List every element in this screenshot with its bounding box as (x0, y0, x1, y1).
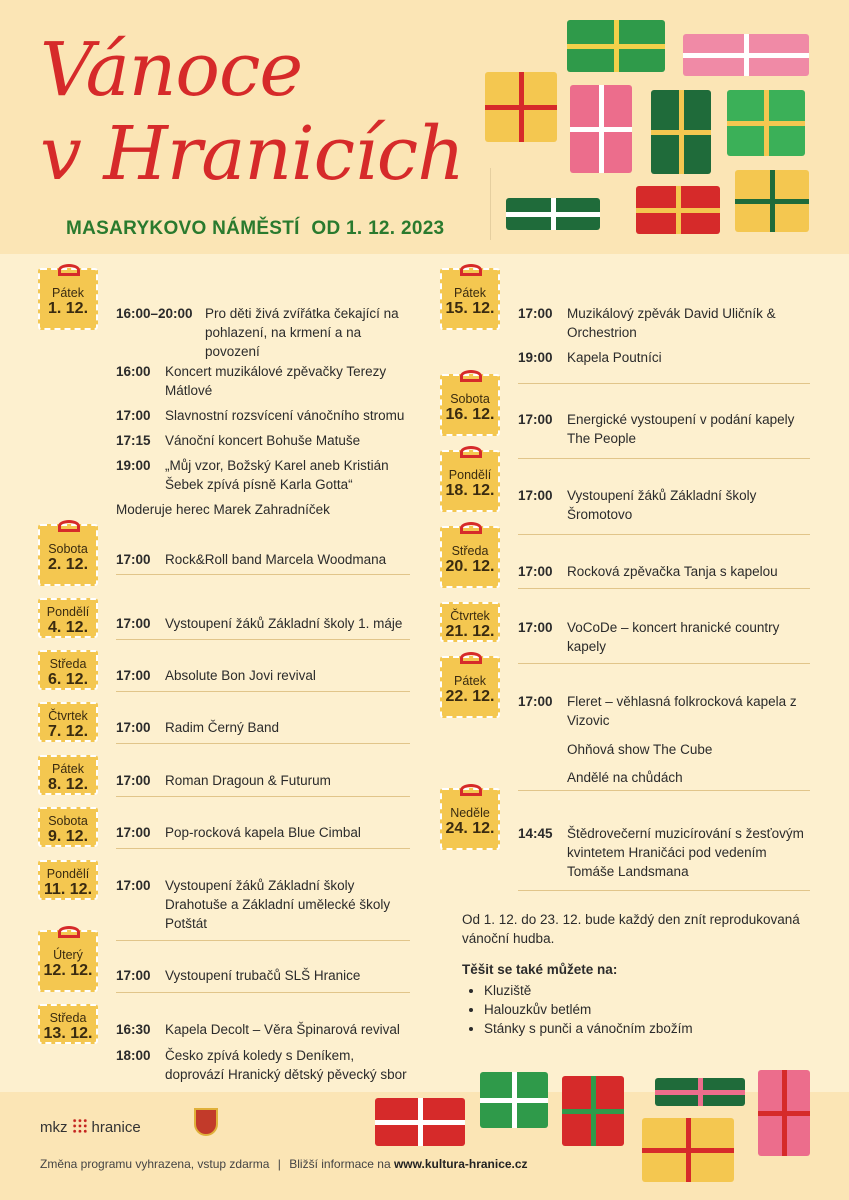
date-label: 18. 12. (445, 482, 495, 499)
event-title: Absolute Bon Jovi revival (165, 668, 316, 683)
event-time: 19:00 (116, 458, 151, 473)
header-divider (490, 168, 491, 240)
ribbon (567, 44, 665, 49)
ribbon-bow-icon (460, 264, 482, 276)
separator-line (116, 574, 410, 575)
date-label: 12. 12. (43, 962, 93, 979)
event-title: Česko zpívá koledy s Deníkem, doprovází Hranický dětský pěvecký sbor (165, 1048, 407, 1082)
page-title (40, 28, 464, 196)
date-label: 21. 12. (445, 623, 495, 640)
weekday-label: Čtvrtek (48, 709, 88, 723)
ribbon (683, 53, 809, 58)
weekday-label: Středa (49, 657, 87, 671)
date-label: 15. 12. (445, 300, 495, 317)
mkz-logo[interactable] (40, 1118, 141, 1136)
gift-box-icon (642, 1118, 734, 1182)
ribbon (485, 105, 557, 110)
weekday-label: Sobota (450, 392, 490, 406)
logo-mkz-text: mkz (40, 1119, 68, 1136)
moderator-note: Moderuje herec Marek Zahradníček (116, 502, 330, 517)
date-label: 7. 12. (47, 723, 89, 740)
logo-hranice-text: hranice (91, 1119, 141, 1136)
also-title: Těšit se také můžete na: (462, 962, 618, 977)
date-label: 4. 12. (47, 619, 89, 636)
date-label: 9. 12. (47, 828, 89, 845)
gift-box-icon (567, 20, 665, 72)
gift-box-icon (636, 186, 720, 234)
weekday-label: Pátek (52, 762, 84, 776)
weekday-label: Úterý (53, 948, 83, 962)
separator-line (116, 796, 410, 797)
gift-box-icon (570, 85, 632, 173)
also-item: • Stánky s punči a vánočním zbožím (484, 1019, 812, 1038)
ribbon-bow-icon (460, 652, 482, 664)
weekday-label: Pátek (454, 674, 486, 688)
event-title: Energické vystoupení v podání kapely The People (567, 412, 795, 446)
date-label: 2. 12. (47, 556, 89, 573)
date-label: 20. 12. (445, 558, 495, 575)
date-badge (38, 755, 98, 795)
date-badge (38, 860, 98, 900)
event-title: „Můj vzor, Božský Karel aneb Kristián Šebek zpívá písně Karla Gotta“ (165, 458, 389, 492)
event-title: Kapela Decolt – Věra Špinarová revival (165, 1022, 400, 1037)
date-label: 6. 12. (47, 671, 89, 688)
event-time: 16:00–20:00 (116, 306, 193, 321)
event-time: 17:00 (518, 694, 553, 709)
ribbon-bow-icon (460, 446, 482, 458)
gift-box-icon (506, 198, 600, 230)
event-title: Ohňová show The Cube (567, 742, 713, 757)
date-badge (38, 268, 98, 330)
footer-url-link[interactable]: www.kultura-hranice.cz (393, 1157, 528, 1171)
ribbon (636, 208, 720, 213)
event-title: Fleret – věhlasná folkrocková kapela z Vizovic (567, 694, 797, 728)
gift-box-icon (735, 170, 809, 232)
ribbon (506, 212, 600, 217)
footer-notice: Změna programu vyhrazena, vstup zdarma (40, 1157, 270, 1171)
weekday-label: Středa (451, 544, 489, 558)
ribbon-bow-icon (460, 522, 482, 534)
event-title: Vystoupení žáků Základní školy 1. máje (165, 616, 403, 631)
separator-line (518, 663, 810, 664)
separator-line (116, 848, 410, 849)
event-time: 18:00 (116, 1048, 151, 1063)
event-title: Vánoční koncert Bohuše Matuše (165, 433, 361, 448)
ribbon (735, 199, 809, 204)
separator-line (518, 458, 810, 459)
event-time: 17:00 (116, 616, 151, 631)
separator-line (518, 790, 810, 791)
event-title: Pop-rocková kapela Blue Cimbal (165, 825, 361, 840)
date-badge (440, 656, 500, 718)
date-badge (38, 702, 98, 742)
date-badge (440, 788, 500, 850)
date-label: 13. 12. (43, 1025, 93, 1042)
separator-line (116, 992, 410, 993)
title-line-1: Vánoce (40, 27, 303, 113)
ribbon (375, 1120, 465, 1125)
start-date-label: OD 1. 12. 2023 (311, 218, 445, 239)
event-time: 14:45 (518, 826, 553, 841)
gift-box-icon (727, 90, 805, 156)
date-badge (440, 374, 500, 436)
event-time: 17:00 (116, 408, 151, 423)
subtitle (66, 218, 444, 240)
ribbon (570, 127, 632, 132)
event-title: Vystoupení žáků Základní školy Drahotuše a Základní umělecké školy Potštát (165, 878, 391, 931)
ribbon-bow-icon (58, 520, 80, 532)
also-item: • Kluziště (484, 981, 812, 1000)
event-time: 17:15 (116, 433, 151, 448)
weekday-label: Neděle (450, 806, 490, 820)
separator-line (518, 890, 810, 891)
separator-line (518, 383, 810, 384)
event-title: Kapela Poutníci (567, 350, 662, 365)
date-label: 8. 12. (47, 776, 89, 793)
ribbon (562, 1109, 624, 1114)
music-note: Od 1. 12. do 23. 12. bude každý den znít reprodukovaná vánoční hudba. (462, 912, 800, 946)
weekday-label: Pátek (454, 286, 486, 300)
date-badge (440, 602, 500, 642)
gift-box-icon (651, 90, 711, 174)
date-badge (38, 1004, 98, 1044)
weekday-label: Pondělí (46, 867, 90, 881)
date-badge (440, 450, 500, 512)
separator-line (116, 639, 410, 640)
info-block (462, 910, 812, 1038)
ribbon (655, 1090, 745, 1095)
logo-grid-icon (72, 1118, 88, 1134)
event-title: Roman Dragoun & Futurum (165, 773, 331, 788)
event-title: Andělé na chůdách (567, 770, 683, 785)
ribbon-bow-icon (460, 370, 482, 382)
gift-box-icon (480, 1072, 548, 1128)
ribbon (758, 1111, 810, 1116)
weekday-label: Čtvrtek (450, 609, 490, 623)
event-time: 17:00 (116, 825, 151, 840)
gift-box-icon (758, 1070, 810, 1156)
date-badge (38, 524, 98, 586)
weekday-label: Pondělí (46, 605, 90, 619)
ribbon (642, 1148, 734, 1153)
weekday-label: Sobota (48, 542, 88, 556)
gift-box-icon (485, 72, 557, 142)
ribbon (651, 130, 711, 135)
date-label: 1. 12. (47, 300, 89, 317)
footer-text (40, 1157, 528, 1171)
gift-box-icon (562, 1076, 624, 1146)
event-time: 17:00 (518, 620, 553, 635)
event-title: Muzikálový zpěvák David Uličník & Orchestrion (567, 306, 776, 340)
ribbon-bow-icon (58, 264, 80, 276)
date-label: 22. 12. (445, 688, 495, 705)
event-title: Rocková zpěvačka Tanja s kapelou (567, 564, 778, 579)
ribbon-bow-icon (58, 926, 80, 938)
event-time: 19:00 (518, 350, 553, 365)
separator-line (116, 940, 410, 941)
title-line-2: v Hranicích (40, 111, 464, 197)
weekday-label: Sobota (48, 814, 88, 828)
gift-box-icon (655, 1078, 745, 1106)
event-time: 17:00 (116, 878, 151, 893)
ribbon-bow-icon (460, 784, 482, 796)
event-title: Vystoupení žáků Základní školy Šromotovo (567, 488, 757, 522)
gift-box-icon (375, 1098, 465, 1146)
event-time: 17:00 (116, 968, 151, 983)
event-time: 17:00 (518, 488, 553, 503)
event-time: 17:00 (116, 720, 151, 735)
date-badge (440, 526, 500, 588)
event-time: 17:00 (518, 412, 553, 427)
event-time: 17:00 (116, 668, 151, 683)
event-title: Rock&Roll band Marcela Woodmana (165, 552, 387, 567)
date-badge (38, 930, 98, 992)
date-badge (38, 598, 98, 638)
also-item: • Halouzkův betlém (484, 1000, 812, 1019)
date-badge (440, 268, 500, 330)
event-title: Slavnostní rozsvícení vánočního stromu (165, 408, 405, 423)
event-title: Vystoupení trubačů SLŠ Hranice (165, 968, 361, 983)
date-label: 24. 12. (445, 820, 495, 837)
separator-line (116, 691, 410, 692)
event-title: Pro děti živá zvířátka čekající na pohlazení, na krmení a na povození (205, 306, 399, 359)
event-title: Štědrovečerní muzicírování s žesťovým kvintetem Hraničáci pod vedením Tomáše Landsmana (567, 826, 804, 879)
event-title: Radim Černý Band (165, 720, 280, 735)
event-time: 17:00 (116, 552, 151, 567)
weekday-label: Středa (49, 1011, 87, 1025)
date-label: 11. 12. (43, 881, 93, 898)
event-title: VoCoDe – koncert hranické country kapely (567, 620, 780, 654)
ribbon (480, 1098, 548, 1103)
event-time: 16:00 (116, 364, 151, 379)
ribbon (727, 121, 805, 126)
venue-label: MASARYKOVO NÁMĚSTÍ (66, 218, 300, 239)
also-list (462, 981, 812, 1038)
town-crest-icon (194, 1108, 218, 1136)
date-badge (38, 650, 98, 690)
weekday-label: Pátek (52, 286, 84, 300)
footer-more: Bližší informace na (289, 1157, 391, 1171)
separator-line (116, 743, 410, 744)
date-badge (38, 807, 98, 847)
footer-divider: | (277, 1157, 281, 1171)
event-time: 17:00 (116, 773, 151, 788)
date-label: 16. 12. (445, 406, 495, 423)
separator-line (518, 588, 810, 589)
event-time: 17:00 (518, 564, 553, 579)
separator-line (518, 534, 810, 535)
weekday-label: Pondělí (448, 468, 492, 482)
event-time: 16:30 (116, 1022, 151, 1037)
gift-box-icon (683, 34, 809, 76)
event-title: Koncert muzikálové zpěvačky Terezy Mátlové (165, 364, 387, 398)
event-time: 17:00 (518, 306, 553, 321)
